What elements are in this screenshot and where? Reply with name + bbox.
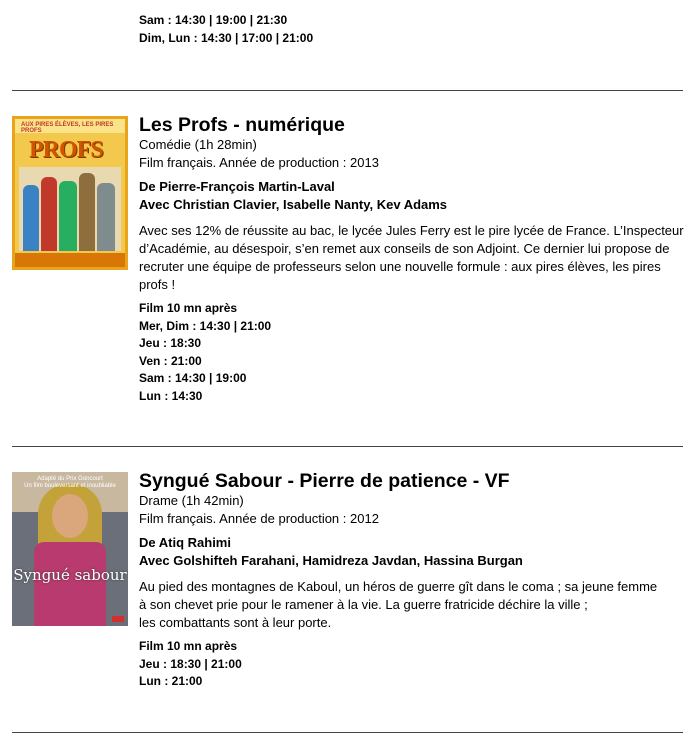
credits bbox=[139, 178, 691, 214]
poster-scene bbox=[19, 167, 121, 251]
separator bbox=[12, 446, 683, 447]
director: De Pierre-François Martin-Laval bbox=[139, 179, 335, 194]
director: De Atiq Rahimi bbox=[139, 535, 231, 550]
poster-figure bbox=[79, 173, 95, 251]
poster-caption-line: Un film bouleversant et inoubliable bbox=[24, 483, 116, 489]
showtime-line: Jeu : 18:30 bbox=[139, 336, 202, 351]
showtime-line: Sam : 14:30 | 19:00 bbox=[139, 371, 247, 386]
movie-poster[interactable] bbox=[12, 116, 128, 270]
poster-figure bbox=[97, 183, 115, 251]
poster-logo: PROFS bbox=[29, 137, 103, 163]
separator bbox=[12, 90, 683, 91]
synopsis-line: les combattants sont à leur porte. bbox=[139, 615, 332, 630]
separator bbox=[12, 732, 683, 733]
schedule-line: Sam : 14:30 | 19:00 | 21:30 bbox=[139, 13, 288, 27]
showtime-line: Lun : 21:00 bbox=[139, 674, 203, 689]
poster-figure bbox=[59, 181, 77, 251]
schedule-line: Dim, Lun : 14:30 | 17:00 | 21:00 bbox=[139, 31, 314, 45]
production-info: Film français. Année de production : 2013 bbox=[139, 155, 379, 170]
showtime-line: Ven : 21:00 bbox=[139, 353, 202, 368]
movie-poster[interactable] bbox=[12, 472, 128, 626]
poster-figure bbox=[23, 185, 39, 251]
genre-duration: Drame (1h 42min) bbox=[139, 493, 244, 508]
cast: Avec Christian Clavier, Isabelle Nanty, Kev Adams bbox=[139, 197, 448, 212]
poster-tagline: AUX PIRES ÉLÈVES, LES PIRES PROFS bbox=[21, 122, 114, 134]
genre-duration: Comédie (1h 28min) bbox=[139, 137, 257, 152]
synopsis: Avec ses 12% de réussite au bac, le lycée Jules Ferry est le pire lycée de France. L’Inspecteur d’Académie, au désespoir, s’en remet aux conseils de son Adjoint. Ce dernier lui propose de recruter une équipe de professeurs selon une nouvelle formule : aux pires élèves, les pires profs ! bbox=[139, 223, 684, 292]
showtimes bbox=[139, 638, 691, 691]
poster-caption bbox=[16, 476, 124, 490]
credits bbox=[139, 534, 691, 570]
movie-title[interactable]: Syngué Sabour - Pierre de patience - VF bbox=[139, 470, 510, 492]
synopsis-line: Au pied des montagnes de Kaboul, un héros de guerre gît dans le coma ; sa jeune femme bbox=[139, 579, 658, 594]
poster-caption-line: Adapté du Prix Goncourt bbox=[37, 476, 103, 482]
poster-footer bbox=[15, 253, 125, 267]
showtime-line: Lun : 14:30 bbox=[139, 388, 203, 403]
movie-info bbox=[139, 114, 691, 406]
poster-title: Syngué sabour bbox=[13, 566, 127, 584]
poster-figure bbox=[34, 542, 106, 626]
movie-title[interactable]: Les Profs - numérique bbox=[139, 114, 345, 136]
previous-movie-schedule bbox=[139, 11, 313, 47]
cast: Avec Golshifteh Farahani, Hamidreza Javdan, Hassina Burgan bbox=[139, 553, 523, 568]
showtime-note: Film 10 mn après bbox=[139, 639, 238, 653]
showtime-note: Film 10 mn après bbox=[139, 301, 238, 315]
synopsis bbox=[139, 578, 691, 632]
showtime-line: Mer, Dim : 14:30 | 21:00 bbox=[139, 318, 272, 333]
synopsis-line: à son chevet prie pour le ramener à la vie. La guerre fratricide déchire la ville ; bbox=[139, 597, 588, 612]
poster-logo bbox=[112, 616, 124, 622]
showtimes bbox=[139, 300, 691, 406]
poster-face bbox=[52, 494, 88, 538]
movie-info bbox=[139, 470, 691, 691]
production-info: Film français. Année de production : 2012 bbox=[139, 511, 379, 526]
showtime-line: Jeu : 18:30 | 21:00 bbox=[139, 656, 242, 671]
poster-figure bbox=[41, 177, 57, 251]
